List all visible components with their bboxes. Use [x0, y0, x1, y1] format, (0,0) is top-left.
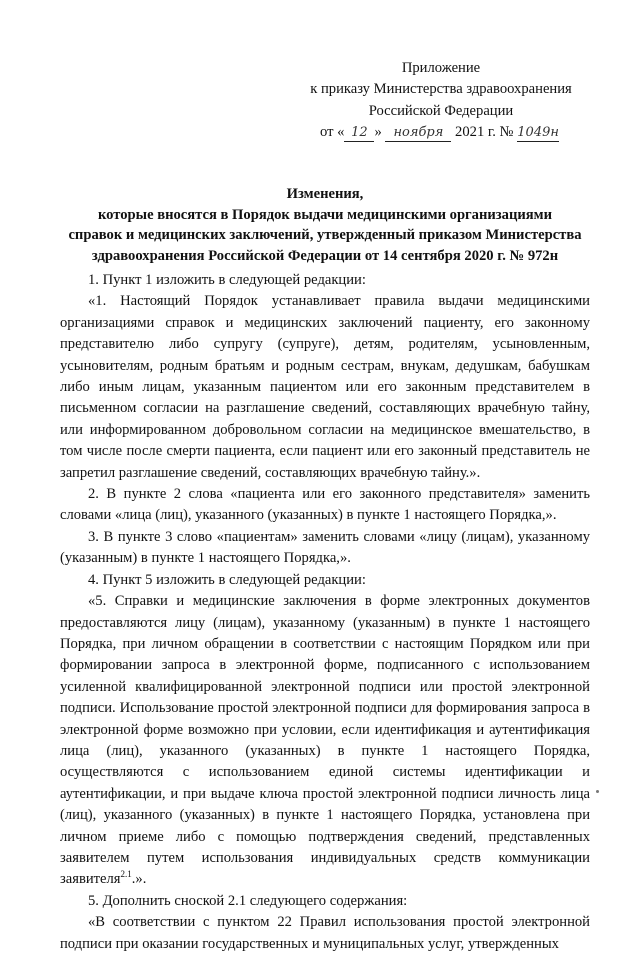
title-line-4: здравоохранения Российской Федерации от 14 сентября 2020 г. № 972н: [91, 247, 559, 264]
handwritten-month: ноября: [385, 124, 451, 142]
title-line-1: Изменения,: [286, 186, 364, 202]
item-1-heading: 1. Пункт 1 изложить в следующей редакции:: [88, 272, 366, 288]
date-quote-close: »: [374, 124, 382, 141]
appendix-label: Приложение: [401, 60, 481, 76]
item-4-text: «5. Справки и медицинские заключения в форме электронных документов предоставляются лицу (лицам), указанному (указанным) в пункте 1 настоящего Порядка, при личном обращении в соответствии с настоящим Порядком или при формировании запроса в электронной форме, подписанного с использованием усиленной квалифицированной электронной подписи или простой электронной подписи. Использование простой электронной подписи для формирования запроса в электронной форме возможно при условии, если идентификация и аутентификация лица (лиц), указанного (указанных) в пункте 1 настоящего Порядка, осуществляются с использованием единой системы идентификации и аутентификации, и при выдаче ключа простой электронной подписи личность лица (лиц), указанного (указанных) в пункте 1 настоящего Порядка, установлена при личном приеме либо с помощью подтверждения сведений, представленных заявителем путем использования индивидуальных средств коммуникации заявителя: [60, 593, 590, 888]
item-4-heading: 4. Пункт 5 изложить в следующей редакции:: [88, 571, 366, 588]
title-line-3: справок и медицинских заключений, утвержденный приказом Министерства: [68, 227, 582, 244]
handwritten-number: 1049н: [517, 125, 559, 141]
scan-speck: [596, 790, 599, 793]
appendix-date-line: [296, 122, 586, 143]
footnote-reference: 2.1: [120, 869, 132, 880]
item-1-text: «1. Настоящий Порядок устанавливает правила выдачи медицинскими организациями справок и медицинских заключений пациенту, его законному представителю либо супругу (супруге), детям, родителям, усыновленным, усыновителям, родным братьям и родным сестрам, внукам, дедушкам, бабушкам либо иным лицам, указанным пациентом или его законным представителем в письменном согласии на разглашение сведений, составляющих врачебную тайну, или информированном добровольном согласии на медицинское вмешательство, в том числе после смерти пациента, если пациент или его законный представитель не запретил разглашение сведений, составляющих врачебную тайну.».: [60, 293, 590, 481]
appendix-authority: Российской Федерации: [368, 102, 514, 119]
item-5-heading: 5. Дополнить сноской 2.1 следующего содержания:: [88, 892, 408, 909]
date-year: 2021 г. №: [455, 124, 514, 141]
item-4-ending: .».: [131, 871, 147, 888]
document-title: [60, 184, 590, 266]
item-4-text-block: [60, 591, 590, 891]
item-2-text: 2. В пункте 2 слова «пациента или его законного представителя» заменить словами «лица (лиц), указанного (указанных) в пункте 1 настоящего Порядка,».: [60, 486, 590, 524]
date-prefix: от «: [320, 124, 345, 141]
appendix-order-ref: к приказу Министерства здравоохранения: [310, 81, 572, 98]
handwritten-day: 12: [344, 124, 374, 142]
item-5-text: «В соответствии с пунктом 22 Правил использования простой электронной подписи при оказании государственных и муниципальных услуг, утвержденных: [60, 914, 590, 952]
appendix-header: [296, 58, 586, 144]
item-3-text: 3. В пункте 3 слово «пациентам» заменить словами «лицу (лицам), указанному (указанным) в пункте 1 настоящего Порядка,».: [60, 528, 590, 567]
document-body: [60, 270, 590, 955]
title-line-2: которые вносятся в Порядок выдачи медицинскими организациями: [97, 206, 553, 223]
